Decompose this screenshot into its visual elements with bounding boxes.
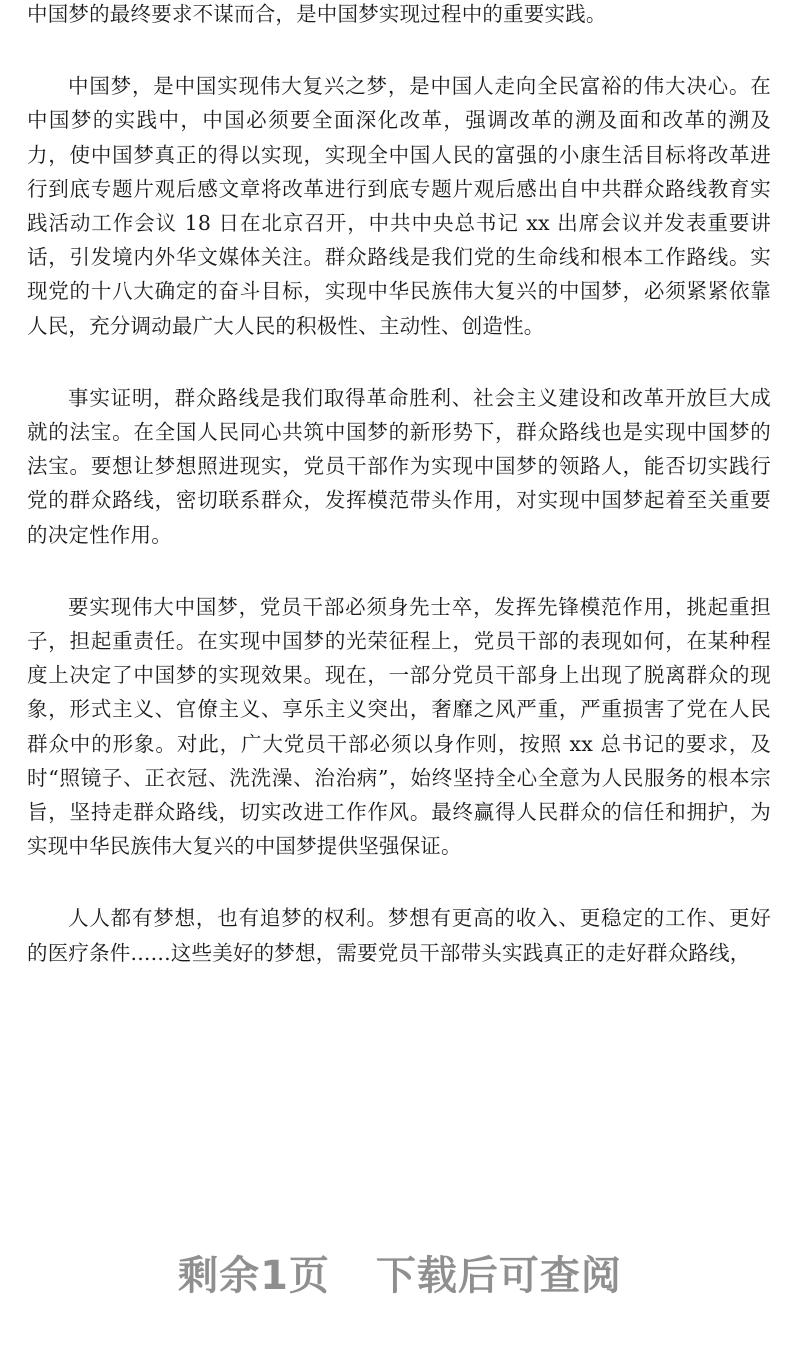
remaining-pages-banner[interactable]	[0, 1248, 800, 1304]
paragraph-5: 人人都有梦想，也有追梦的权利。梦想有更高的收入、更稳定的工作、更好的医疗条件......这些美好的梦想，需要党员干部带头实践真正的走好群众路线，	[27, 906, 771, 965]
paragraph-1: 中国梦的最终要求不谋而合，是中国梦实现过程中的重要实践。	[27, 2, 607, 26]
paragraph-3: 事实证明，群众路线是我们取得革命胜利、社会主义建设和改革开放巨大成就的法宝。在全国人民同心共筑中国梦的新形势下，群众路线也是实现中国梦的法宝。要想让梦想照进现实，党员干部作为实现中国梦的领路人，能否切实践行党的群众路线，密切联系群众，发挥模范带头作用，对实现中国梦起着至关重要的决定性作用。	[27, 385, 771, 547]
remaining-pages-label: 剩余1页	[178, 1253, 330, 1299]
download-hint-label: 下载后可查阅	[375, 1253, 622, 1299]
document-body	[27, 0, 771, 1008]
paragraph-4: 要实现伟大中国梦，党员干部必须身先士卒，发挥先锋模范作用，挑起重担子，担起重责任。在实现中国梦的光荣征程上，党员干部的表现如何，在某种程度上决定了中国梦的实现效果。现在，一部分党员干部身上出现了脱离群众的现象，形式主义、官僚主义、享乐主义突出，奢靡之风严重，严重损害了党在人民群众中的形象。对此，广大党员干部必须以身作则，按照 xx 总书记的要求，及时“照镜子、正衣冠、洗洗澡、治治病”，始终坚持全心全意为人民服务的根本宗旨，坚持走群众路线，切实改进工作作风。最终赢得人民群众的信任和拥护，为实现中华民族伟大复兴的中国梦提供坚强保证。	[27, 594, 771, 859]
paragraph-2: 中国梦，是中国实现伟大复兴之梦，是中国人走向全民富裕的伟大决心。在中国梦的实践中，中国必须要全面深化改革，强调改革的溯及面和改革的溯及力，使中国梦真正的得以实现，实现全中国人民的富强的小康生活目标将改革进行到底专题片观后感文章将改革进行到底专题片观后感出自中共群众路线教育实践活动工作会议 18 日在北京召开，中共中央总书记 xx 出席会议并发表重要讲话，引发境内外华文媒体关注。群众路线是我们党的生命线和根本工作路线。实现党的十八大确定的奋斗目标，实现中华民族伟大复兴的中国梦，必须紧紧依靠人民，充分调动最广大人民的积极性、主动性、创造性。	[27, 74, 771, 338]
